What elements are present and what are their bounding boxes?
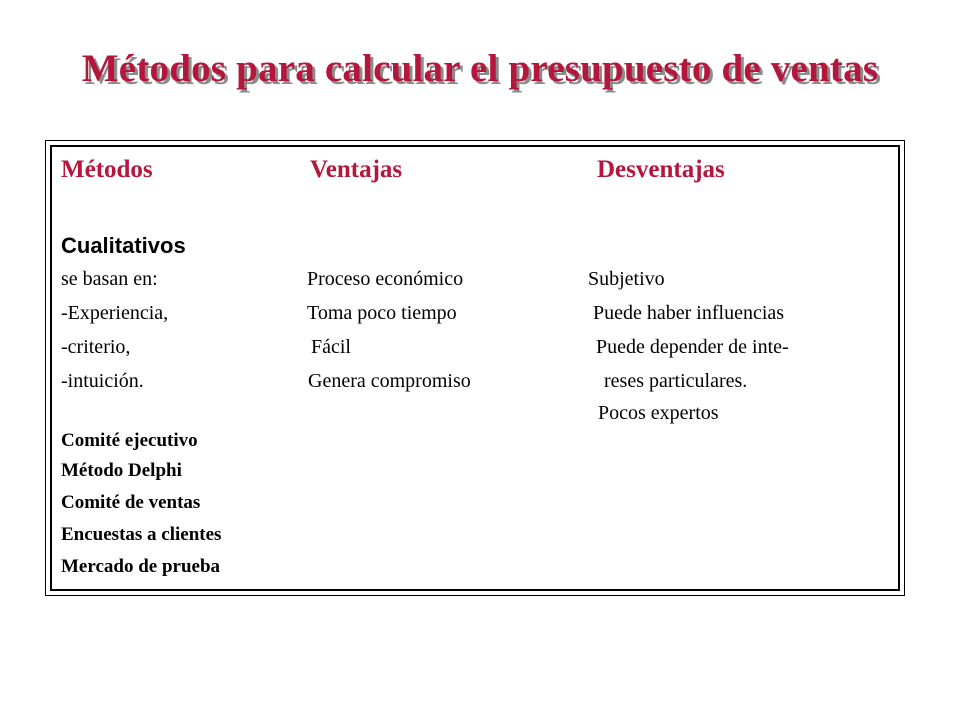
method-item: Encuestas a clientes — [61, 524, 222, 545]
row-method: se basan en: — [61, 268, 158, 290]
row-disadvantage: reses particulares. — [604, 370, 748, 392]
row-method: -criterio, — [61, 336, 131, 358]
row-advantage: Toma poco tiempo — [307, 302, 457, 324]
section-heading-qualitative: Cualitativos — [61, 233, 186, 258]
row-disadvantage: Subjetivo — [588, 268, 665, 290]
header-advantages: Ventajas — [310, 156, 403, 183]
row-disadvantage: Puede haber influencias — [593, 302, 785, 324]
row-advantage: Proceso económico — [307, 268, 464, 290]
row-method: -Experiencia, — [61, 302, 169, 324]
page-title: Métodos para calcular el presupuesto de ventas — [81, 47, 879, 90]
row-disadvantage: Puede depender de inte- — [596, 336, 789, 358]
row-method: -intuición. — [61, 370, 144, 392]
row-advantage: Fácil — [311, 336, 351, 358]
row-disadvantage: Pocos expertos — [598, 402, 719, 424]
method-item: Mercado de prueba — [61, 556, 221, 577]
method-item: Comité ejecutivo — [61, 430, 198, 451]
header-methods: Métodos — [61, 156, 153, 183]
header-disadvantages: Desventajas — [597, 156, 725, 183]
method-item: Comité de ventas — [61, 492, 201, 513]
row-advantage: Genera compromiso — [308, 370, 471, 392]
method-item: Método Delphi — [61, 460, 182, 481]
